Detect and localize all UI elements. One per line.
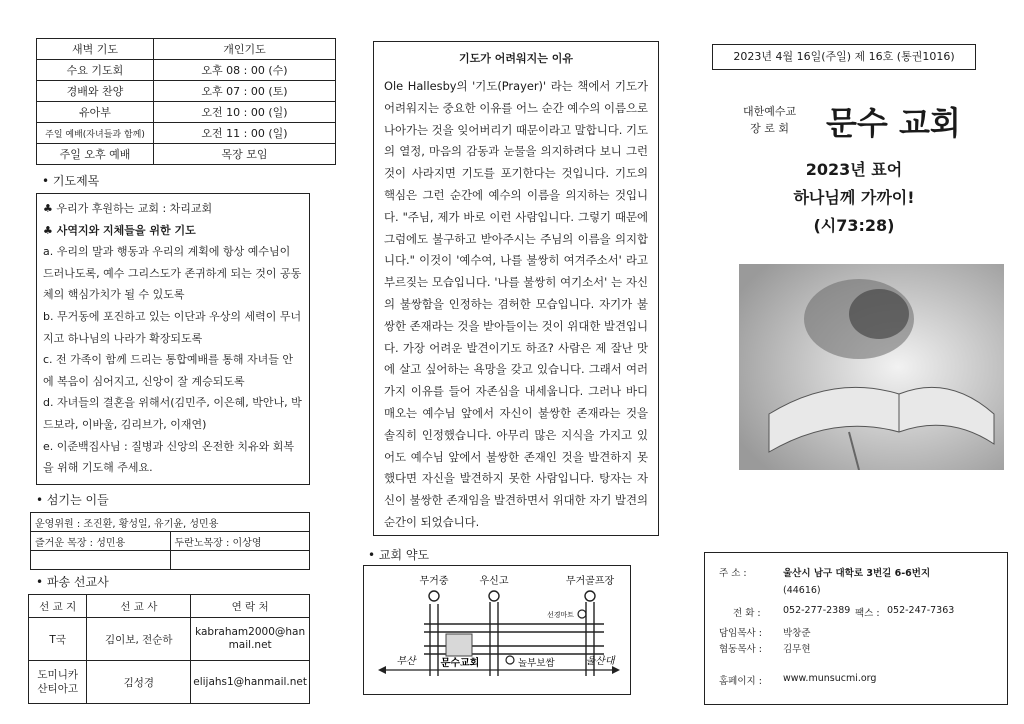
website-link[interactable]: www.munsucmi.org bbox=[783, 673, 877, 684]
mission-place: 도미니카 산티아고 bbox=[29, 661, 87, 704]
schedule-row bbox=[37, 144, 336, 165]
prayer-heading: • 기도제목 bbox=[42, 174, 100, 188]
map-label: 무거골프장 bbox=[565, 576, 615, 587]
missions-heading: • 파송 선교사 bbox=[36, 575, 109, 589]
committee-cell: 운영위원 : 조진환, 황성일, 유기윤, 성민용 bbox=[31, 513, 310, 532]
essay-body: Ole Hallesby의 '기도(Prayer)' 라는 책에서 기도가 어려워지는 중요한 이유를 어느 순간 예수의 이름으로 나아가는 것을 잊어버리기 때문이라고 말합니다. 기도의 열정, 마음의 감동과 눈물을 의지하려다 보니 그런 것이 사라지면 기도를 포기한다는 것입니다. 기도의 핵심은 그런 순간에 예수의 이름을 의지하는 것입니다. "주님, 제가 바로 이런 사람입니다. 그렇기 때문에 그럼에도 불구하고 받아주시는 주님의 이름을 의지합니다." 이것이 '예수여, 나를 불쌍히 여겨주소서' 라고 부르짖는 모습입니다. '나를 불쌍히 여기소서' 는 자신의 불쌍함을 인정하는 겸허한 모습입니다. 자기가 불쌍한 존재라는 것을 받아들이는 것이 위대한 발견입니다. 가장 어려운 발견이기도 하죠? 사람은 제 잘난 맛에 살고 싶어하는 욕망을 갖고 있습니다. 그래서 여러 가지 이유를 들어 자존심을 내세웁니다. 그러나 바디매오는 예수님 앞에서 자신이 불쌍한 존재라는 것을 솔직히 인정했습니다. 아무리 많은 지식을 가지고 있어도 예수님 앞에서 불쌍한 존재인 것을 발견하지 못했다면 자신을 발견하지 못한 사람입니다. 탕자는 자신이 불쌍한 존재임을 발견하면서 위대한 자기 발견의 순간이 되었습니다. bbox=[384, 79, 648, 529]
copastor: 김무현 bbox=[783, 644, 811, 655]
header-cell: 선 교 지 bbox=[29, 595, 87, 618]
header-cell: 선 교 사 bbox=[87, 595, 191, 618]
schedule-row bbox=[37, 123, 336, 144]
mission-place: T국 bbox=[29, 618, 87, 661]
motto-verse: (시73:28) bbox=[813, 216, 895, 235]
issue-date: 2023년 4월 16일(주일) 제 16호 (통권1016) bbox=[712, 44, 976, 70]
denomination-line: 장 로 회 bbox=[750, 122, 789, 135]
prayer-box bbox=[36, 193, 310, 485]
fax-label: 팩스 : bbox=[855, 608, 880, 619]
map-label: 울산대 bbox=[585, 656, 615, 667]
denomination-line: 대한예수교 bbox=[743, 105, 797, 118]
leader-cell: 두란노목장 : 이상영 bbox=[170, 532, 310, 551]
worship-schedule-table bbox=[36, 38, 336, 165]
copastor-label: 협동목사 : bbox=[719, 644, 762, 655]
map-label: 놀부보쌈 bbox=[518, 658, 555, 669]
website-label: 홈페이지 : bbox=[719, 676, 762, 687]
motto-year: 2023년 표어 bbox=[805, 160, 903, 179]
schedule-row bbox=[37, 39, 336, 60]
schedule-label: 새벽 기도 bbox=[37, 39, 154, 60]
schedule-label: 수요 기도회 bbox=[37, 60, 154, 81]
map-label: 우신고 bbox=[479, 576, 509, 587]
mission-contact: elijahs1@hanmail.net bbox=[191, 661, 310, 704]
address-label: 주 소 : bbox=[719, 568, 747, 579]
phone-label: 전 화 : bbox=[733, 608, 761, 619]
map-label: 선경마트 bbox=[546, 611, 574, 619]
servers-heading: • 섬기는 이들 bbox=[36, 493, 109, 507]
map-label: 무거중 bbox=[419, 576, 449, 587]
map-heading: • 교회 약도 bbox=[368, 548, 430, 562]
prayer-ministry-line: ♣ 사역지와 지체들을 위한 기도 bbox=[43, 223, 196, 237]
schedule-label: 경배와 찬양 bbox=[37, 81, 154, 102]
map-label: 부산 bbox=[396, 656, 416, 667]
essay-title: 기도가 어려워지는 이유 bbox=[459, 52, 573, 65]
schedule-time: 오전 10 : 00 (일) bbox=[154, 102, 336, 123]
church-map bbox=[363, 565, 631, 695]
essay-box bbox=[373, 41, 659, 536]
schedule-time: 개인기도 bbox=[154, 39, 336, 60]
prayer-item: e. 이준백집사님 : 질병과 신앙의 온전한 치유와 회복을 위해 기도해 주세요. bbox=[43, 439, 294, 475]
header-cell: 연 락 처 bbox=[191, 595, 310, 618]
phone: 052-277-2389 bbox=[783, 605, 851, 616]
map-drawing bbox=[364, 566, 630, 694]
prayer-item: c. 전 가족이 함께 드리는 통합예배를 통해 자녀들 안에 복음이 심어지고, 신앙이 잘 계승되도록 bbox=[43, 353, 294, 388]
mission-contact: kabraham2000@hanmail.net bbox=[191, 618, 310, 661]
schedule-row bbox=[37, 60, 336, 81]
bible-photo bbox=[739, 264, 1004, 470]
church-name: 문수 교회 bbox=[826, 104, 961, 142]
contact-box bbox=[704, 552, 1008, 705]
prayer-support-line: ♣ 우리가 후원하는 교회 : 차리교회 bbox=[43, 202, 213, 215]
prayer-item: a. 우리의 말과 행동과 우리의 계획에 항상 예수님이 드러나도록, 예수 그리스도가 존귀하게 되는 것이 공동체의 핵심가치가 될 수 있도록 bbox=[43, 245, 302, 302]
empty-cell bbox=[31, 551, 171, 570]
missions-table bbox=[28, 594, 310, 704]
schedule-label: 주일 오후 예배 bbox=[37, 144, 154, 165]
schedule-label: 주일 예배(자녀들과 함께) bbox=[37, 123, 154, 144]
prayer-item: d. 자녀들의 결혼을 위해서(김민주, 이은혜, 박안나, 박드보라, 이바울, 김리브가, 이재연) bbox=[43, 396, 302, 431]
schedule-time: 오전 11 : 00 (일) bbox=[154, 123, 336, 144]
map-label: 문수교회 bbox=[440, 658, 480, 669]
empty-cell bbox=[170, 551, 310, 570]
prayer-item: b. 무거동에 포진하고 있는 이단과 우상의 세력이 무너지고 하나님의 나라가 확장되도록 bbox=[43, 309, 302, 345]
denomination bbox=[743, 103, 796, 137]
schedule-label: 유아부 bbox=[37, 102, 154, 123]
leader-cell: 즐거운 목장 : 성민용 bbox=[31, 532, 171, 551]
schedule-row bbox=[37, 81, 336, 102]
schedule-time: 오후 07 : 00 (토) bbox=[154, 81, 336, 102]
mission-names: 김성경 bbox=[87, 661, 191, 704]
motto-block bbox=[754, 156, 954, 240]
fax: 052-247-7363 bbox=[887, 605, 955, 616]
address: 울산시 남구 대학로 3번길 6-6번지 bbox=[783, 568, 931, 579]
schedule-time: 오후 08 : 00 (수) bbox=[154, 60, 336, 81]
servers-table bbox=[30, 512, 310, 570]
motto: 하나님께 가까이! bbox=[793, 188, 915, 207]
schedule-time: 목장 모임 bbox=[154, 144, 336, 165]
schedule-row bbox=[37, 102, 336, 123]
mission-names: 김이보, 전순하 bbox=[87, 618, 191, 661]
zipcode: (44616) bbox=[783, 585, 821, 596]
pastor: 박창준 bbox=[783, 628, 811, 639]
pastor-label: 담임목사 : bbox=[719, 628, 762, 639]
